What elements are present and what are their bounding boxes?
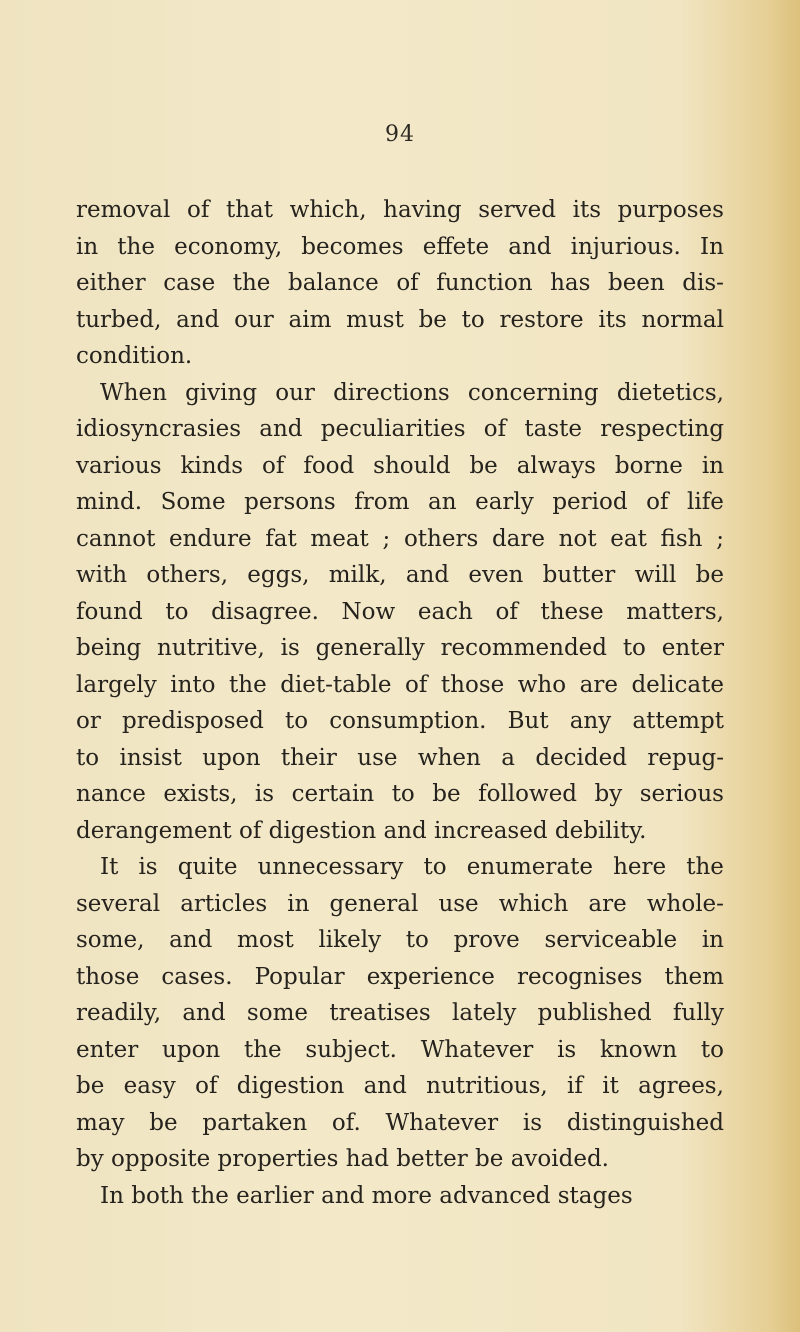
word: several [76,890,161,917]
text-line [76,740,724,777]
word: condition. [76,343,193,369]
word: in [287,890,310,917]
word: peculiarities [320,416,466,442]
word: to [405,927,429,953]
word: enter [661,635,724,661]
word: meat [310,525,369,552]
word: those [440,671,505,698]
word: life [687,489,724,515]
word: to [285,708,309,734]
word: the [117,233,155,260]
word: better [396,1146,468,1172]
text-line [76,849,724,886]
text-line [76,375,724,412]
word: has [550,270,591,296]
word: general [329,890,419,917]
word: its [598,306,627,333]
word: or [76,708,101,734]
word: directions [333,379,450,406]
word: persons [244,489,336,515]
word: early [475,489,534,515]
body-text [76,192,724,1214]
word: milk, [328,562,387,588]
word: cannot [76,525,156,552]
word: exists, [163,781,238,807]
word: ; [716,525,724,552]
word: aim [288,306,332,333]
word: fish [660,525,703,552]
word: is [138,854,158,880]
word: having [383,197,462,223]
word: stages [557,1182,633,1209]
word: the [191,1182,229,1209]
text-line [76,265,724,302]
word: by [594,781,623,807]
word: turbed, [76,306,162,333]
word: always [516,452,596,479]
word: readily, [76,1000,162,1026]
word: that [225,197,273,223]
word: these [540,598,604,625]
word: opposite [111,1146,211,1172]
word: decided [535,744,627,771]
word: subject. [305,1036,397,1063]
word: with [76,562,128,588]
word: of. [331,1109,361,1136]
word: others [403,525,479,552]
word: easy [123,1073,176,1099]
word: food [303,452,355,479]
word: known [599,1036,678,1063]
word: partaken [202,1109,308,1136]
word: nutritious, [426,1073,548,1099]
word: taste [524,416,583,442]
text-line [76,1032,724,1069]
word: serviceable [544,927,678,953]
word: are [579,671,618,698]
word: of [646,489,669,515]
word: recognises [516,963,643,990]
word: our [275,379,315,406]
word: those [76,963,140,990]
text-line [76,1141,724,1178]
word: been [607,270,665,296]
word: articles [180,890,268,917]
word: will [634,562,677,588]
word: disagree. [211,598,319,625]
text-line [76,995,724,1032]
word: the [232,270,271,296]
word: to [461,306,485,333]
word: quite [177,854,238,880]
word: of [262,452,285,479]
word: lately [452,1000,517,1026]
word: Some [160,489,226,515]
word: dis- [682,270,724,296]
word: mind. [76,489,143,515]
word: distinguished [566,1109,724,1136]
word: endure [169,525,252,552]
word: In [100,1182,124,1209]
word: removal [76,197,171,223]
word: When [100,379,167,406]
word: may [76,1109,125,1136]
word: most [237,927,294,953]
word: attempt [632,708,724,734]
word: is [557,1036,577,1063]
text-line [76,1178,724,1215]
word: of [186,197,210,223]
word: diet-table [280,671,392,698]
word: are [588,890,627,917]
text-line [76,922,724,959]
word: upon [202,744,261,771]
word: fat [265,525,297,552]
word: concerning [467,379,599,406]
word: in [701,927,724,953]
word: by [76,1146,104,1172]
word: fully [672,1000,724,1026]
word: properties [217,1146,339,1172]
word: nutritive, [157,635,265,661]
word: butter [542,562,616,588]
word: generally [315,635,425,661]
word: Popular [254,963,345,990]
word: some, [76,927,145,953]
word: its [572,197,602,223]
word: of [195,1073,218,1099]
word: dare [491,525,545,552]
word: to [622,635,646,661]
word: eggs, [247,562,310,588]
word: In [700,233,724,260]
word: ; [382,525,391,552]
word: likely [318,927,382,953]
word: be [76,1073,105,1099]
word: use [357,744,398,771]
text-line [76,448,724,485]
word: and [405,562,450,588]
word: enter [76,1036,139,1063]
word: should [373,452,451,479]
word: be [432,781,461,807]
word: period [552,489,628,515]
word: Whatever [385,1109,499,1136]
word: prove [453,927,520,953]
word: even [468,562,524,588]
word: which, [289,197,367,223]
word: advanced [439,1182,551,1209]
word: published [537,1000,652,1026]
word: dietetics, [616,379,724,406]
text-line [76,886,724,923]
word: some [246,1000,308,1026]
word: being [76,635,142,661]
word: followed [478,781,578,807]
word: be [475,1146,504,1172]
word: be [695,562,724,588]
page-number: 94 [385,122,415,147]
text-line [76,959,724,996]
word: giving [185,379,258,406]
word: to [423,854,447,880]
word: and [169,927,213,953]
word: nance [76,781,146,807]
word: kinds [180,452,244,479]
word: of [483,416,507,442]
word: of [238,817,262,844]
word: our [234,306,274,333]
text-line [76,557,724,594]
word: derangement [76,817,232,844]
word: consumption. [329,708,487,734]
word: certain [291,781,375,807]
word: their [280,744,337,771]
word: if [567,1073,583,1099]
word: both [131,1182,184,1209]
text-line [76,776,724,813]
word: it [602,1073,619,1099]
word: effete [422,233,490,260]
word: avoided. [510,1146,609,1172]
word: a [501,744,515,771]
word: and [321,1182,365,1209]
word: whole- [646,890,724,917]
word: injurious. [570,233,681,260]
word: delicate [631,671,724,698]
text-line [76,630,724,667]
text-line [76,521,724,558]
word: experience [366,963,495,990]
word: is [280,635,300,661]
word: Whatever [420,1036,534,1063]
word: But [507,708,549,734]
word: unnecessary [257,854,404,880]
word: various [76,452,162,479]
word: purposes [617,197,724,223]
word: served [478,197,556,223]
text-line [76,411,724,448]
word: of [396,270,419,296]
word: the [229,671,267,698]
word: and [176,306,220,333]
word: not [558,525,597,552]
word: be [149,1109,178,1136]
word: found [76,598,143,625]
word: Now [341,598,396,625]
word: upon [162,1036,221,1063]
word: and [182,1000,226,1026]
word: had [345,1146,389,1172]
word: balance [287,270,379,296]
word: is [254,781,275,807]
word: is [522,1109,543,1136]
word: others, [146,562,229,588]
word: cases. [161,963,233,990]
word: respecting [600,416,724,442]
word: either [76,270,146,296]
word: the [243,1036,282,1063]
word: It [100,854,119,880]
word: serious [639,781,724,807]
word: and [383,817,427,844]
word: earlier [236,1182,314,1209]
word: digestion [268,817,377,844]
word: and [508,233,552,260]
text-line [76,484,724,521]
word: from [354,489,410,515]
word: treatises [329,1000,431,1026]
text-line [76,667,724,704]
word: and [259,416,303,442]
word: in [701,452,724,479]
word: be [469,452,498,479]
word: of [495,598,518,625]
word: borne [614,452,683,479]
word: restore [499,306,584,333]
text-line [76,703,724,740]
word: when [417,744,481,771]
word: predisposed [121,708,264,734]
word: who [517,671,567,698]
word: insist [119,744,182,771]
text-line [76,594,724,631]
word: to [76,744,100,771]
word: each [417,598,473,625]
word: them [664,963,724,990]
word: here [613,854,667,880]
word: largely [76,671,157,698]
word: enumerate [466,854,593,880]
word: digestion [236,1073,345,1099]
word: an [428,489,457,515]
text-line [76,192,724,229]
word: debility. [554,817,647,844]
word: agrees, [638,1073,724,1099]
text-line [76,1068,724,1105]
word: economy, [174,233,283,260]
word: to [700,1036,724,1063]
text-line [76,813,724,850]
word: case [163,270,216,296]
word: to [165,598,189,625]
word: which [498,890,569,917]
word: to [391,781,415,807]
text-line [76,229,724,266]
word: the [686,854,724,880]
word: repug- [647,744,724,771]
word: idiosyncrasies [76,416,242,442]
word: eat [610,525,647,552]
word: any [569,708,612,734]
text-line [76,1105,724,1142]
word: increased [434,817,548,844]
word: normal [641,306,724,333]
word: in [76,233,99,260]
word: recommended [440,635,607,661]
word: matters, [626,598,724,625]
word: be [418,306,447,333]
word: and [363,1073,407,1099]
word: use [438,890,479,917]
word: must [346,306,404,333]
word: into [170,671,216,698]
text-line [76,302,724,339]
word: function [436,270,533,296]
word: of [405,671,428,698]
word: more [371,1182,432,1209]
word: becomes [301,233,404,260]
text-line [76,338,724,375]
